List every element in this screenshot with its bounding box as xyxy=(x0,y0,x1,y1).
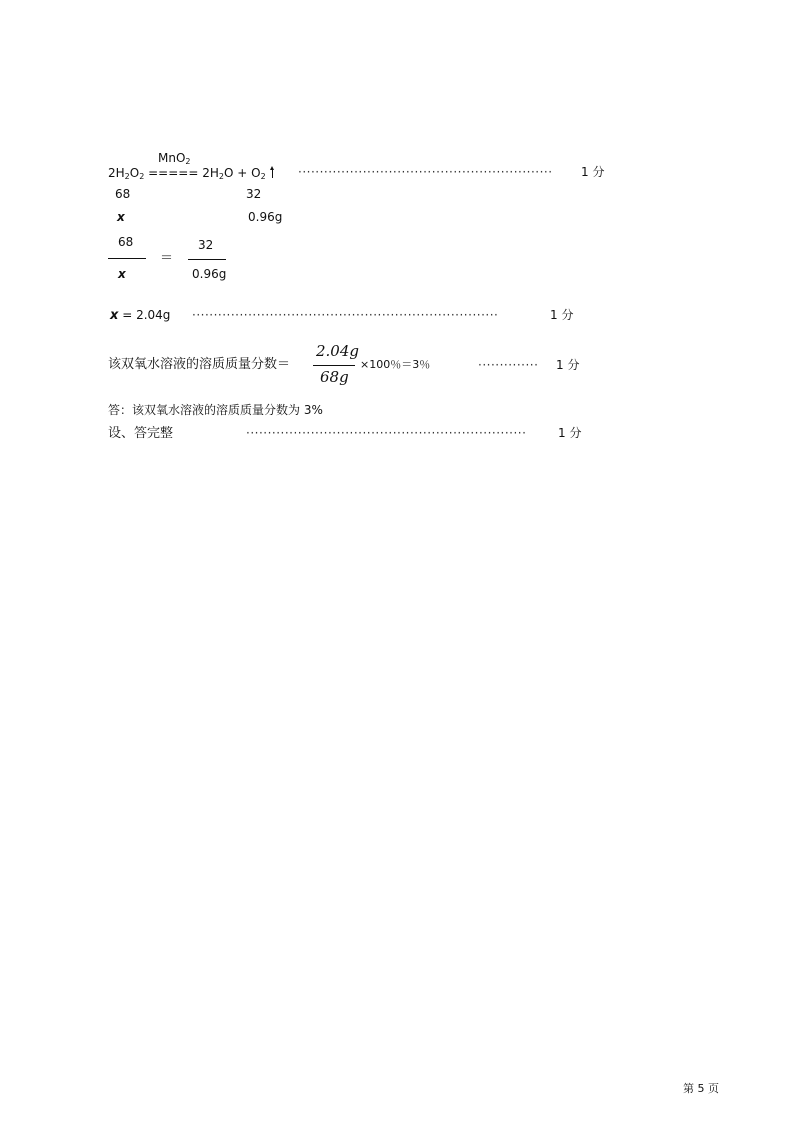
catalyst-label: MnO$_2$ xyxy=(158,151,191,166)
complete-label: 设、答完整 xyxy=(108,426,174,441)
mass-left: 68 xyxy=(115,187,131,201)
fraction-bar xyxy=(313,365,355,366)
solution-score: 1 分 xyxy=(550,308,574,322)
equation-score: 1 分 xyxy=(581,165,605,179)
fraction-numerator: 2.04g xyxy=(316,342,360,360)
var-right: 0.96g xyxy=(248,210,283,224)
solution-dots: ······································································· xyxy=(192,309,499,321)
complete-dots: ································································· xyxy=(246,427,527,439)
fraction-tail: ×100％＝3％ xyxy=(360,358,431,371)
gas-up-arrow-icon xyxy=(270,166,276,178)
chemical-equation: $2H_2O_2$ ===== $2H_2O + O_2$ xyxy=(108,166,276,181)
equation-dots: ··························································· xyxy=(298,166,553,178)
proportion-num1: 68 xyxy=(118,235,134,249)
fraction-denominator: 68g xyxy=(320,368,349,386)
solution-line: x = 2.04g xyxy=(110,308,171,323)
proportion-equals: ＝ xyxy=(160,251,174,266)
fraction-dots: ·············· xyxy=(478,359,539,371)
page-number: 第 5 页 xyxy=(683,1082,719,1095)
proportion-den1: x xyxy=(118,267,126,281)
proportion-den2: 0.96g xyxy=(192,267,227,281)
var-left: x xyxy=(117,210,125,224)
mass-right: 32 xyxy=(246,187,262,201)
answer-text: 答：该双氧水溶液的溶质质量分数为 3% xyxy=(108,403,323,417)
proportion-bar1 xyxy=(108,258,146,259)
complete-score: 1 分 xyxy=(558,426,582,440)
proportion-num2: 32 xyxy=(198,238,214,252)
fraction-score: 1 分 xyxy=(556,358,580,372)
fraction-label: 该双氧水溶液的溶质质量分数＝ xyxy=(108,357,291,372)
proportion-bar2 xyxy=(188,259,226,260)
